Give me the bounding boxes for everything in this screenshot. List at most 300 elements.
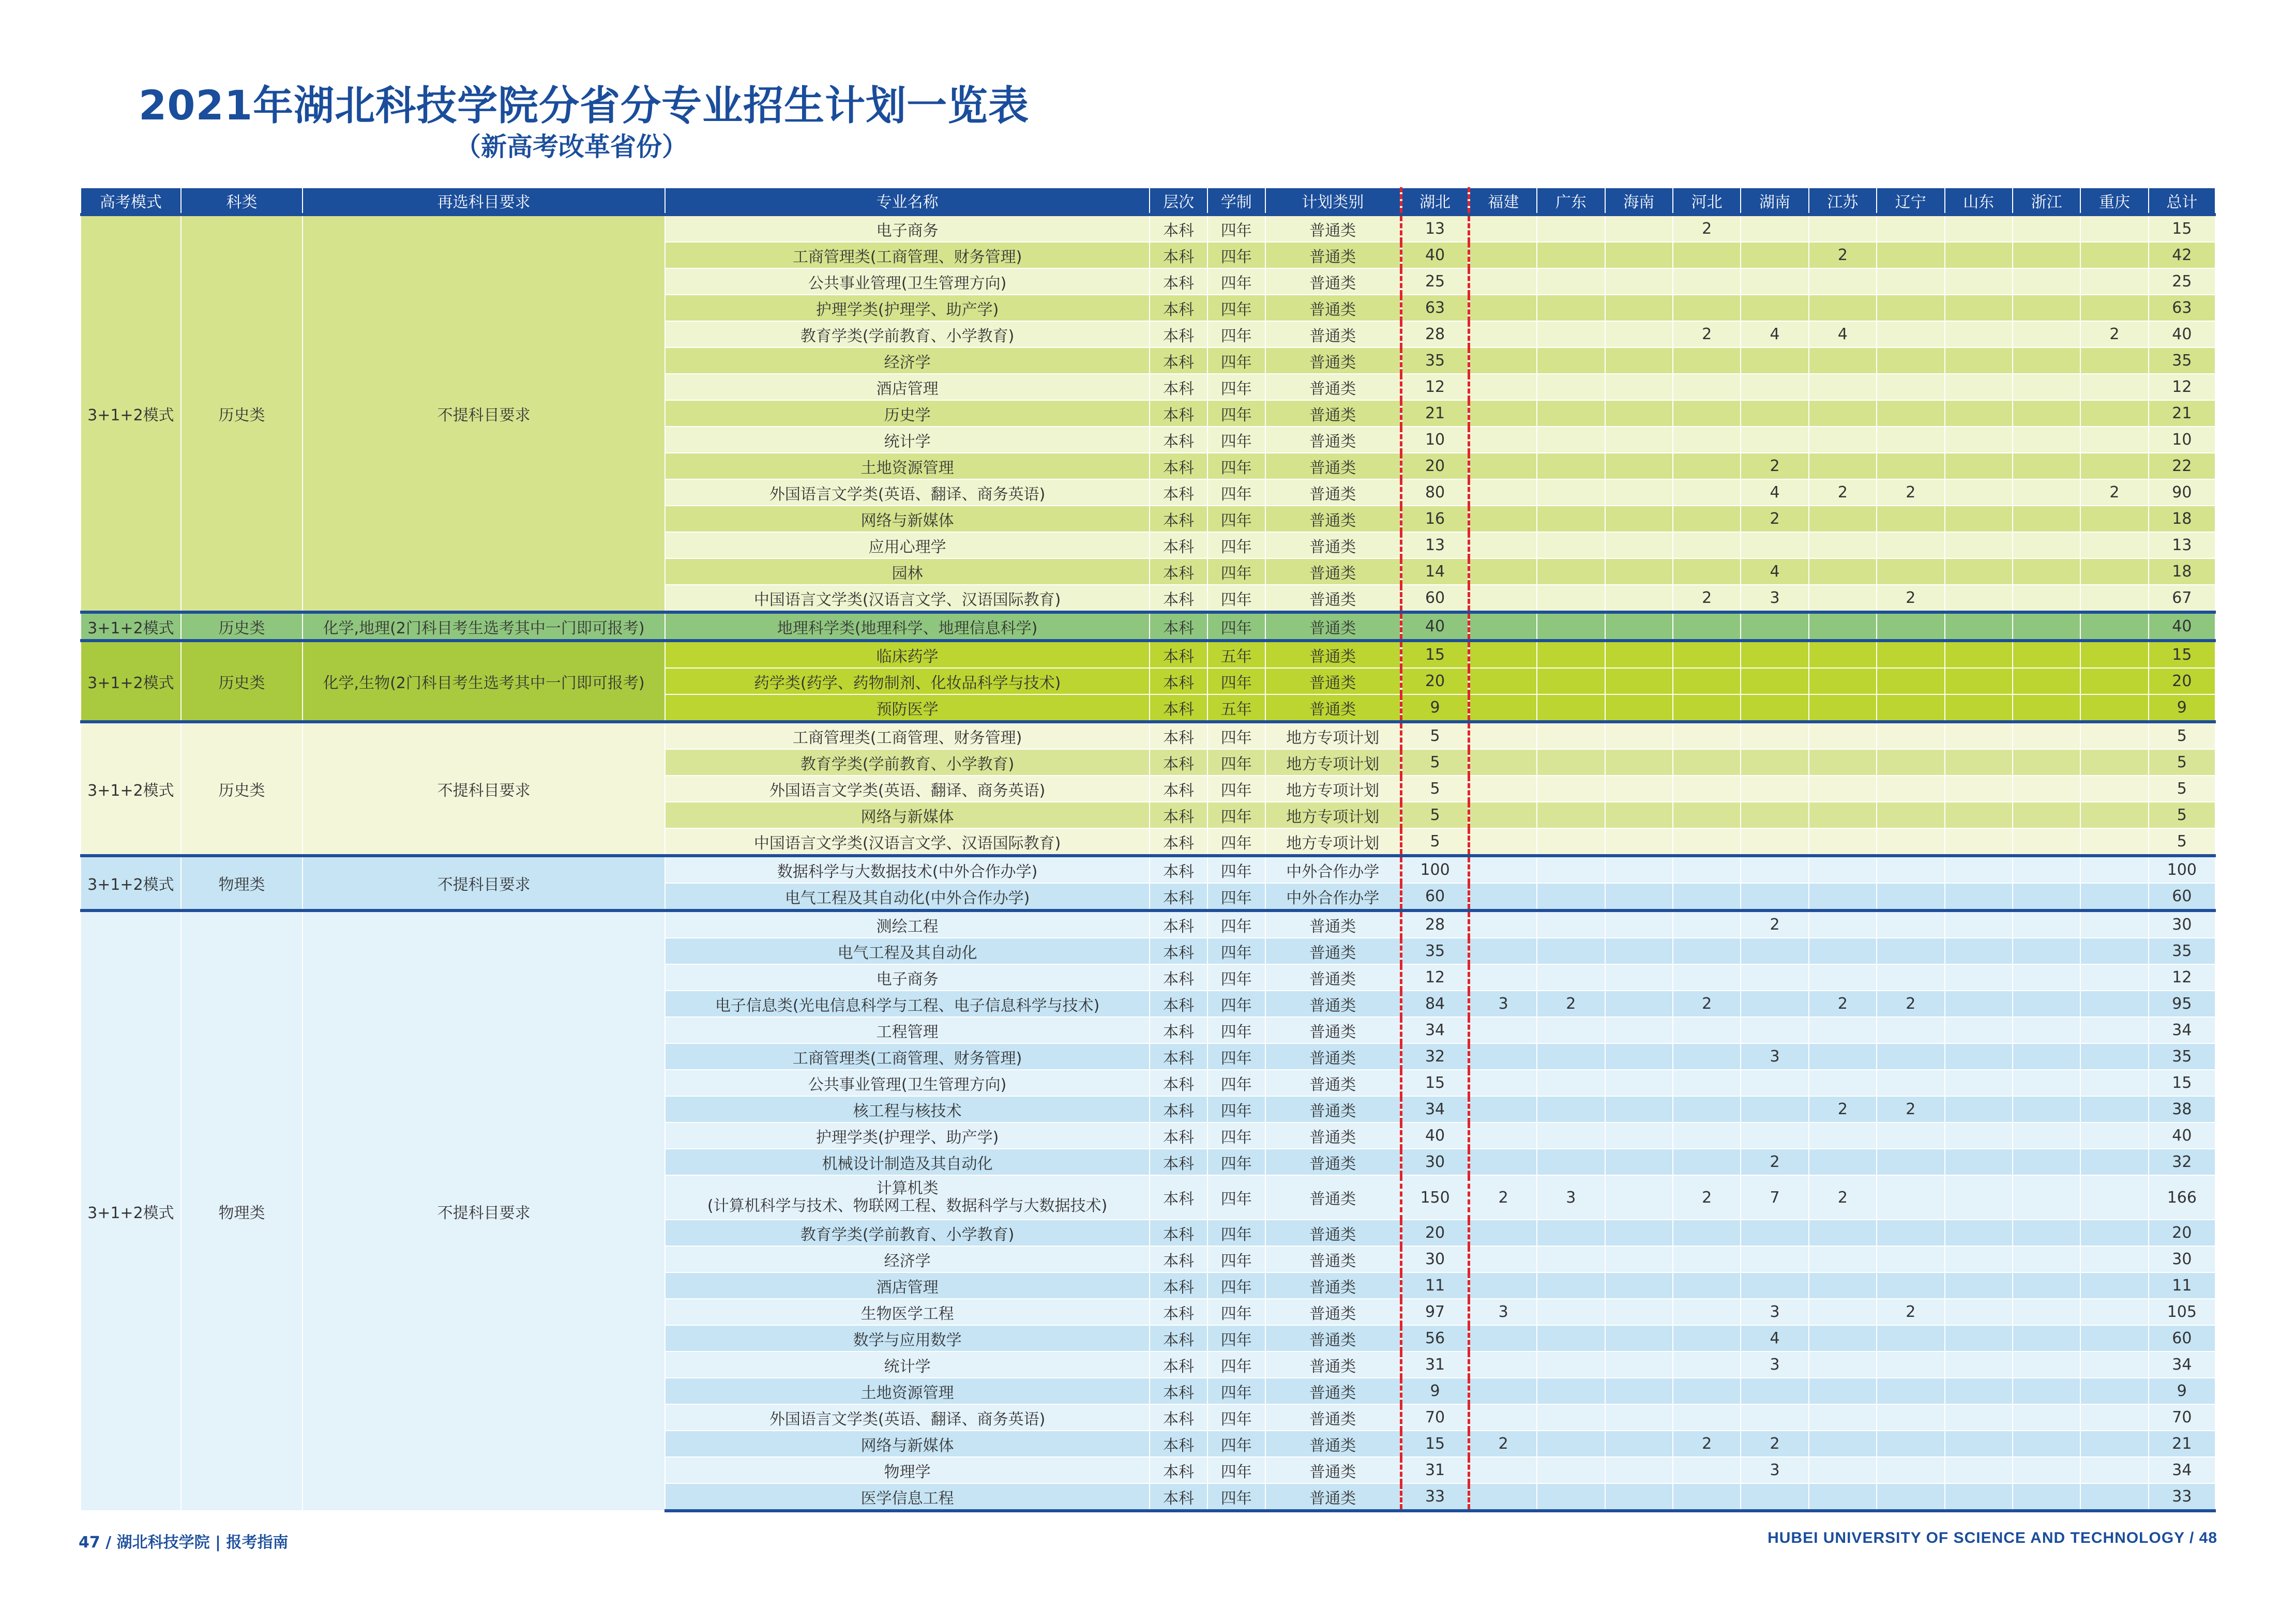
province-quota-cell bbox=[1673, 1299, 1741, 1325]
province-quota-cell bbox=[1469, 776, 1537, 802]
plan-type-cell: 普通类 bbox=[1265, 938, 1401, 964]
province-quota-cell bbox=[1469, 1149, 1537, 1175]
plan-type-cell: 普通类 bbox=[1265, 1175, 1401, 1220]
province-quota-cell bbox=[2013, 802, 2080, 828]
province-quota-cell bbox=[2013, 1378, 2080, 1404]
province-quota-cell bbox=[1877, 1325, 1944, 1352]
province-quota-cell bbox=[1537, 215, 1605, 242]
plan-type-cell: 普通类 bbox=[1265, 1325, 1401, 1352]
level-cell: 本科 bbox=[1150, 1404, 1207, 1431]
province-quota-cell bbox=[2080, 1096, 2148, 1122]
duration-cell: 四年 bbox=[1207, 1149, 1265, 1175]
duration-cell: 四年 bbox=[1207, 321, 1265, 347]
province-quota-cell bbox=[1469, 668, 1537, 694]
level-cell: 本科 bbox=[1150, 668, 1207, 694]
province-quota-cell bbox=[1945, 321, 2013, 347]
plan-type-cell: 普通类 bbox=[1265, 321, 1401, 347]
province-quota-cell bbox=[2013, 964, 2080, 991]
total-cell: 34 bbox=[2149, 1352, 2215, 1378]
province-quota-cell bbox=[1877, 1404, 1944, 1431]
province-quota-cell bbox=[1469, 427, 1537, 453]
major-name-cell: 电子信息类(光电信息科学与工程、电子信息科学与技术) bbox=[665, 991, 1150, 1017]
province-quota-cell: 2 bbox=[1469, 1175, 1537, 1220]
province-quota-cell: 2 bbox=[1673, 585, 1741, 612]
table-body bbox=[81, 215, 2215, 1511]
province-quota-cell bbox=[1469, 1070, 1537, 1096]
hubei-cell: 12 bbox=[1401, 374, 1469, 400]
plan-type-cell: 普通类 bbox=[1265, 532, 1401, 558]
province-quota-cell bbox=[1809, 1043, 1877, 1070]
province-quota-cell bbox=[1537, 883, 1605, 910]
province-quota-cell bbox=[1673, 1457, 1741, 1483]
province-quota-cell bbox=[1877, 506, 1944, 532]
plan-type-cell: 普通类 bbox=[1265, 215, 1401, 242]
province-quota-cell bbox=[1877, 215, 1944, 242]
province-quota-cell bbox=[1605, 321, 1673, 347]
major-name-cell: 测绘工程 bbox=[665, 910, 1150, 938]
province-quota-cell bbox=[2080, 883, 2148, 910]
duration-cell: 四年 bbox=[1207, 558, 1265, 585]
duration-cell: 四年 bbox=[1207, 1220, 1265, 1246]
province-quota-cell bbox=[2080, 1122, 2148, 1149]
province-quota-cell bbox=[1605, 1404, 1673, 1431]
province-quota-cell: 3 bbox=[1469, 1299, 1537, 1325]
province-quota-cell bbox=[1537, 694, 1605, 722]
province-quota-cell bbox=[1469, 722, 1537, 749]
plan-type-cell: 中外合作办学 bbox=[1265, 856, 1401, 883]
province-quota-cell bbox=[1877, 694, 1944, 722]
province-quota-cell: 2 bbox=[1673, 321, 1741, 347]
province-quota-cell bbox=[1469, 938, 1537, 964]
column-header: 再选科目要求 bbox=[303, 188, 665, 215]
province-quota-cell bbox=[2013, 215, 2080, 242]
level-cell: 本科 bbox=[1150, 1378, 1207, 1404]
province-quota-cell bbox=[1673, 400, 1741, 427]
province-quota-cell bbox=[2080, 856, 2148, 883]
duration-cell: 四年 bbox=[1207, 1483, 1265, 1511]
level-cell: 本科 bbox=[1150, 991, 1207, 1017]
province-quota-cell bbox=[1945, 1299, 2013, 1325]
hubei-cell: 34 bbox=[1401, 1096, 1469, 1122]
province-quota-cell bbox=[1877, 1175, 1944, 1220]
province-quota-cell: 2 bbox=[1673, 1431, 1741, 1457]
province-quota-cell bbox=[1809, 1070, 1877, 1096]
major-name-cell: 酒店管理 bbox=[665, 1272, 1150, 1299]
province-quota-cell bbox=[1673, 964, 1741, 991]
province-quota-cell bbox=[1945, 374, 2013, 400]
table-row bbox=[81, 856, 2215, 883]
province-quota-cell: 2 bbox=[1809, 1096, 1877, 1122]
province-quota-cell bbox=[1537, 1017, 1605, 1043]
province-quota-cell bbox=[2013, 749, 2080, 776]
province-quota-cell bbox=[2013, 506, 2080, 532]
total-cell: 30 bbox=[2149, 1246, 2215, 1272]
province-quota-cell bbox=[2080, 668, 2148, 694]
province-quota-cell bbox=[1605, 268, 1673, 295]
province-quota-cell bbox=[1673, 295, 1741, 321]
major-name-cell: 电子商务 bbox=[665, 215, 1150, 242]
province-quota-cell bbox=[1741, 776, 1808, 802]
total-cell: 9 bbox=[2149, 1378, 2215, 1404]
level-cell: 本科 bbox=[1150, 694, 1207, 722]
province-quota-cell bbox=[1605, 1352, 1673, 1378]
duration-cell: 四年 bbox=[1207, 1457, 1265, 1483]
province-quota-cell bbox=[1945, 1096, 2013, 1122]
level-cell: 本科 bbox=[1150, 1149, 1207, 1175]
major-name-cell: 医学信息工程 bbox=[665, 1483, 1150, 1511]
province-quota-cell bbox=[1537, 641, 1605, 668]
major-name-cell: 物理学 bbox=[665, 1457, 1150, 1483]
province-quota-cell bbox=[2013, 938, 2080, 964]
province-quota-cell bbox=[1809, 694, 1877, 722]
province-quota-cell bbox=[1537, 828, 1605, 856]
province-quota-cell bbox=[1537, 802, 1605, 828]
province-quota-cell bbox=[1469, 1352, 1537, 1378]
total-cell: 21 bbox=[2149, 400, 2215, 427]
total-cell: 25 bbox=[2149, 268, 2215, 295]
province-quota-cell bbox=[1605, 400, 1673, 427]
plan-type-cell: 普通类 bbox=[1265, 400, 1401, 427]
level-cell: 本科 bbox=[1150, 1483, 1207, 1511]
column-header: 高考模式 bbox=[81, 188, 181, 215]
province-quota-cell bbox=[2013, 694, 2080, 722]
hubei-cell: 9 bbox=[1401, 694, 1469, 722]
province-quota-cell bbox=[1537, 1220, 1605, 1246]
province-quota-cell bbox=[1605, 1325, 1673, 1352]
plan-type-cell: 普通类 bbox=[1265, 268, 1401, 295]
province-quota-cell bbox=[1605, 1122, 1673, 1149]
level-cell: 本科 bbox=[1150, 585, 1207, 612]
hubei-cell: 60 bbox=[1401, 883, 1469, 910]
province-quota-cell bbox=[1945, 1272, 2013, 1299]
province-quota-cell bbox=[2013, 1096, 2080, 1122]
exam-mode-cell: 3+1+2模式 bbox=[81, 856, 181, 910]
total-cell: 5 bbox=[2149, 828, 2215, 856]
province-quota-cell bbox=[1605, 242, 1673, 268]
hubei-cell: 56 bbox=[1401, 1325, 1469, 1352]
plan-type-cell: 普通类 bbox=[1265, 1070, 1401, 1096]
level-cell: 本科 bbox=[1150, 1122, 1207, 1149]
province-quota-cell bbox=[1809, 506, 1877, 532]
province-quota-cell bbox=[2080, 532, 2148, 558]
province-quota-cell bbox=[2080, 427, 2148, 453]
province-quota-cell bbox=[2080, 938, 2148, 964]
subject-category-cell: 历史类 bbox=[181, 612, 303, 641]
province-quota-cell bbox=[1469, 1404, 1537, 1431]
province-quota-cell: 2 bbox=[2080, 479, 2148, 506]
province-quota-cell bbox=[1877, 641, 1944, 668]
province-quota-cell bbox=[2013, 1431, 2080, 1457]
province-quota-cell bbox=[1741, 1483, 1808, 1511]
total-cell: 35 bbox=[2149, 1043, 2215, 1070]
province-quota-cell bbox=[1537, 1070, 1605, 1096]
province-quota-cell bbox=[1809, 802, 1877, 828]
province-quota-cell bbox=[1809, 964, 1877, 991]
total-cell: 15 bbox=[2149, 641, 2215, 668]
hubei-cell: 15 bbox=[1401, 1431, 1469, 1457]
province-quota-cell bbox=[1945, 828, 2013, 856]
plan-type-cell: 普通类 bbox=[1265, 991, 1401, 1017]
province-quota-cell bbox=[1945, 802, 2013, 828]
province-quota-cell: 3 bbox=[1741, 1299, 1808, 1325]
hubei-cell: 97 bbox=[1401, 1299, 1469, 1325]
major-name-detail: (计算机科学与技术、物联网工程、数据科学与大数据技术) bbox=[707, 1197, 1108, 1215]
duration-cell: 四年 bbox=[1207, 506, 1265, 532]
province-quota-cell bbox=[1945, 1325, 2013, 1352]
major-name-cell: 机械设计制造及其自动化 bbox=[665, 1149, 1150, 1175]
hubei-cell: 21 bbox=[1401, 400, 1469, 427]
province-quota-cell bbox=[1605, 856, 1673, 883]
hubei-cell: 5 bbox=[1401, 828, 1469, 856]
province-quota-cell bbox=[1945, 1352, 2013, 1378]
province-quota-cell bbox=[1469, 321, 1537, 347]
hubei-cell: 28 bbox=[1401, 321, 1469, 347]
province-quota-cell bbox=[1741, 1070, 1808, 1096]
province-quota-cell bbox=[1673, 641, 1741, 668]
province-quota-cell bbox=[1469, 479, 1537, 506]
province-quota-cell bbox=[2013, 1122, 2080, 1149]
province-quota-cell bbox=[1741, 1272, 1808, 1299]
province-quota-cell bbox=[1945, 479, 2013, 506]
province-quota-cell bbox=[1469, 532, 1537, 558]
province-quota-cell bbox=[1741, 802, 1808, 828]
level-cell: 本科 bbox=[1150, 532, 1207, 558]
province-quota-cell bbox=[1945, 612, 2013, 641]
level-cell: 本科 bbox=[1150, 802, 1207, 828]
plan-type-cell: 普通类 bbox=[1265, 694, 1401, 722]
level-cell: 本科 bbox=[1150, 1272, 1207, 1299]
province-quota-cell bbox=[1469, 964, 1537, 991]
province-quota-cell bbox=[1673, 1272, 1741, 1299]
province-quota-cell bbox=[1537, 479, 1605, 506]
province-quota-cell bbox=[1605, 883, 1673, 910]
province-quota-cell bbox=[1537, 1457, 1605, 1483]
province-quota-cell bbox=[1537, 1404, 1605, 1431]
plan-type-cell: 普通类 bbox=[1265, 641, 1401, 668]
province-quota-cell bbox=[1877, 722, 1944, 749]
province-quota-cell bbox=[1469, 242, 1537, 268]
duration-cell: 四年 bbox=[1207, 612, 1265, 641]
province-quota-cell bbox=[1605, 694, 1673, 722]
province-quota-cell bbox=[1877, 1457, 1944, 1483]
enrollment-plan-table-wrapper bbox=[80, 187, 2216, 1508]
province-quota-cell bbox=[1809, 268, 1877, 295]
province-quota-cell bbox=[1469, 910, 1537, 938]
province-quota-cell bbox=[1537, 374, 1605, 400]
province-quota-cell bbox=[2080, 722, 2148, 749]
hubei-cell: 15 bbox=[1401, 1070, 1469, 1096]
duration-cell: 四年 bbox=[1207, 1070, 1265, 1096]
province-quota-cell bbox=[2013, 1220, 2080, 1246]
province-quota-cell bbox=[2013, 321, 2080, 347]
province-quota-cell bbox=[1673, 532, 1741, 558]
province-quota-cell bbox=[1945, 776, 2013, 802]
province-quota-cell bbox=[1537, 910, 1605, 938]
province-quota-cell bbox=[1537, 722, 1605, 749]
province-quota-cell bbox=[1741, 1122, 1808, 1149]
major-name-cell: 历史学 bbox=[665, 400, 1150, 427]
province-quota-cell bbox=[1673, 802, 1741, 828]
province-quota-cell bbox=[1605, 1272, 1673, 1299]
major-name-cell: 数学与应用数学 bbox=[665, 1325, 1150, 1352]
exam-mode-cell: 3+1+2模式 bbox=[81, 641, 181, 722]
province-quota-cell bbox=[1469, 1220, 1537, 1246]
province-quota-cell bbox=[1605, 453, 1673, 479]
major-name-cell: 经济学 bbox=[665, 1246, 1150, 1272]
column-header: 专业名称 bbox=[665, 188, 1150, 215]
column-header: 计划类别 bbox=[1265, 188, 1401, 215]
province-quota-cell bbox=[1537, 400, 1605, 427]
province-quota-cell bbox=[1469, 1122, 1537, 1149]
total-cell: 33 bbox=[2149, 1483, 2215, 1511]
total-cell: 60 bbox=[2149, 1325, 2215, 1352]
province-quota-cell bbox=[1877, 612, 1944, 641]
hubei-cell: 30 bbox=[1401, 1246, 1469, 1272]
hubei-cell: 28 bbox=[1401, 910, 1469, 938]
province-quota-cell bbox=[1537, 1325, 1605, 1352]
province-quota-cell bbox=[1537, 1246, 1605, 1272]
plan-type-cell: 普通类 bbox=[1265, 1017, 1401, 1043]
duration-cell: 四年 bbox=[1207, 374, 1265, 400]
major-name-cell: 酒店管理 bbox=[665, 374, 1150, 400]
hubei-cell: 70 bbox=[1401, 1404, 1469, 1431]
major-name-cell: 工商管理类(工商管理、财务管理) bbox=[665, 242, 1150, 268]
province-quota-cell bbox=[1741, 694, 1808, 722]
province-quota-cell bbox=[1945, 668, 2013, 694]
major-name-cell: 园林 bbox=[665, 558, 1150, 585]
total-cell: 18 bbox=[2149, 506, 2215, 532]
province-quota-cell bbox=[1877, 964, 1944, 991]
major-name-cell: 护理学类(护理学、助产学) bbox=[665, 1122, 1150, 1149]
province-quota-cell bbox=[1741, 1220, 1808, 1246]
province-quota-cell bbox=[1741, 1246, 1808, 1272]
province-quota-cell bbox=[1469, 694, 1537, 722]
province-quota-cell bbox=[2080, 1325, 2148, 1352]
province-quota-cell bbox=[1469, 215, 1537, 242]
level-cell: 本科 bbox=[1150, 295, 1207, 321]
province-quota-cell bbox=[1673, 1070, 1741, 1096]
level-cell: 本科 bbox=[1150, 1096, 1207, 1122]
province-quota-cell bbox=[1945, 1483, 2013, 1511]
major-name-cell: 工程管理 bbox=[665, 1017, 1150, 1043]
total-cell: 35 bbox=[2149, 347, 2215, 374]
total-cell: 67 bbox=[2149, 585, 2215, 612]
hubei-cell: 20 bbox=[1401, 453, 1469, 479]
province-quota-cell bbox=[1673, 612, 1741, 641]
level-cell: 本科 bbox=[1150, 427, 1207, 453]
province-quota-cell: 3 bbox=[1741, 1457, 1808, 1483]
province-quota-cell bbox=[1945, 1457, 2013, 1483]
province-quota-cell bbox=[1877, 1220, 1944, 1246]
province-quota-cell: 3 bbox=[1537, 1175, 1605, 1220]
major-name-cell: 公共事业管理(卫生管理方向) bbox=[665, 1070, 1150, 1096]
duration-cell: 四年 bbox=[1207, 347, 1265, 374]
province-quota-cell bbox=[1945, 1149, 2013, 1175]
province-quota-cell bbox=[2080, 1483, 2148, 1511]
level-cell: 本科 bbox=[1150, 1457, 1207, 1483]
column-header: 湖南 bbox=[1741, 188, 1808, 215]
subject-category-cell: 历史类 bbox=[181, 215, 303, 612]
province-quota-cell bbox=[1605, 506, 1673, 532]
province-quota-cell bbox=[1537, 242, 1605, 268]
province-quota-cell bbox=[1469, 612, 1537, 641]
duration-cell: 四年 bbox=[1207, 295, 1265, 321]
province-quota-cell bbox=[1741, 1017, 1808, 1043]
province-quota-cell bbox=[2080, 1017, 2148, 1043]
province-quota-cell bbox=[1945, 558, 2013, 585]
province-quota-cell bbox=[1469, 802, 1537, 828]
province-quota-cell bbox=[1945, 694, 2013, 722]
plan-type-cell: 普通类 bbox=[1265, 1404, 1401, 1431]
hubei-cell: 60 bbox=[1401, 585, 1469, 612]
exam-mode-cell: 3+1+2模式 bbox=[81, 910, 181, 1511]
plan-type-cell: 普通类 bbox=[1265, 964, 1401, 991]
province-quota-cell bbox=[1537, 558, 1605, 585]
total-cell: 30 bbox=[2149, 910, 2215, 938]
hubei-cell: 5 bbox=[1401, 749, 1469, 776]
table-row bbox=[81, 722, 2215, 749]
province-quota-cell bbox=[1945, 1378, 2013, 1404]
province-quota-cell bbox=[1877, 558, 1944, 585]
duration-cell: 四年 bbox=[1207, 268, 1265, 295]
major-name-cell: 统计学 bbox=[665, 1352, 1150, 1378]
province-quota-cell bbox=[1537, 1352, 1605, 1378]
province-quota-cell bbox=[1809, 1017, 1877, 1043]
duration-cell: 四年 bbox=[1207, 242, 1265, 268]
province-quota-cell bbox=[2013, 1457, 2080, 1483]
plan-type-cell: 普通类 bbox=[1265, 506, 1401, 532]
column-header: 层次 bbox=[1150, 188, 1207, 215]
duration-cell: 四年 bbox=[1207, 1378, 1265, 1404]
province-quota-cell: 3 bbox=[1741, 1043, 1808, 1070]
province-quota-cell bbox=[1673, 694, 1741, 722]
total-cell: 60 bbox=[2149, 883, 2215, 910]
duration-cell: 四年 bbox=[1207, 1017, 1265, 1043]
level-cell: 本科 bbox=[1150, 1246, 1207, 1272]
plan-type-cell: 普通类 bbox=[1265, 1483, 1401, 1511]
duration-cell: 四年 bbox=[1207, 400, 1265, 427]
province-quota-cell: 3 bbox=[1741, 1352, 1808, 1378]
hubei-cell: 100 bbox=[1401, 856, 1469, 883]
province-quota-cell bbox=[1605, 532, 1673, 558]
plan-type-cell: 普通类 bbox=[1265, 242, 1401, 268]
province-quota-cell bbox=[1945, 1404, 2013, 1431]
duration-cell: 四年 bbox=[1207, 722, 1265, 749]
province-quota-cell bbox=[1605, 1246, 1673, 1272]
province-quota-cell bbox=[1945, 585, 2013, 612]
province-quota-cell bbox=[1877, 1043, 1944, 1070]
province-quota-cell bbox=[1605, 215, 1673, 242]
plan-type-cell: 普通类 bbox=[1265, 1149, 1401, 1175]
province-quota-cell bbox=[1469, 453, 1537, 479]
province-quota-cell bbox=[1809, 1220, 1877, 1246]
province-quota-cell bbox=[2080, 585, 2148, 612]
province-quota-cell bbox=[1673, 427, 1741, 453]
major-name-cell: 数据科学与大数据技术(中外合作办学) bbox=[665, 856, 1150, 883]
total-cell: 34 bbox=[2149, 1457, 2215, 1483]
province-quota-cell bbox=[1605, 1149, 1673, 1175]
column-header: 江苏 bbox=[1809, 188, 1877, 215]
province-quota-cell bbox=[1605, 1220, 1673, 1246]
level-cell: 本科 bbox=[1150, 938, 1207, 964]
province-quota-cell bbox=[1741, 242, 1808, 268]
province-quota-cell bbox=[1605, 722, 1673, 749]
province-quota-cell bbox=[1469, 749, 1537, 776]
province-quota-cell bbox=[1605, 1096, 1673, 1122]
table-header bbox=[81, 188, 2215, 215]
plan-type-cell: 普通类 bbox=[1265, 612, 1401, 641]
table-row bbox=[81, 612, 2215, 641]
